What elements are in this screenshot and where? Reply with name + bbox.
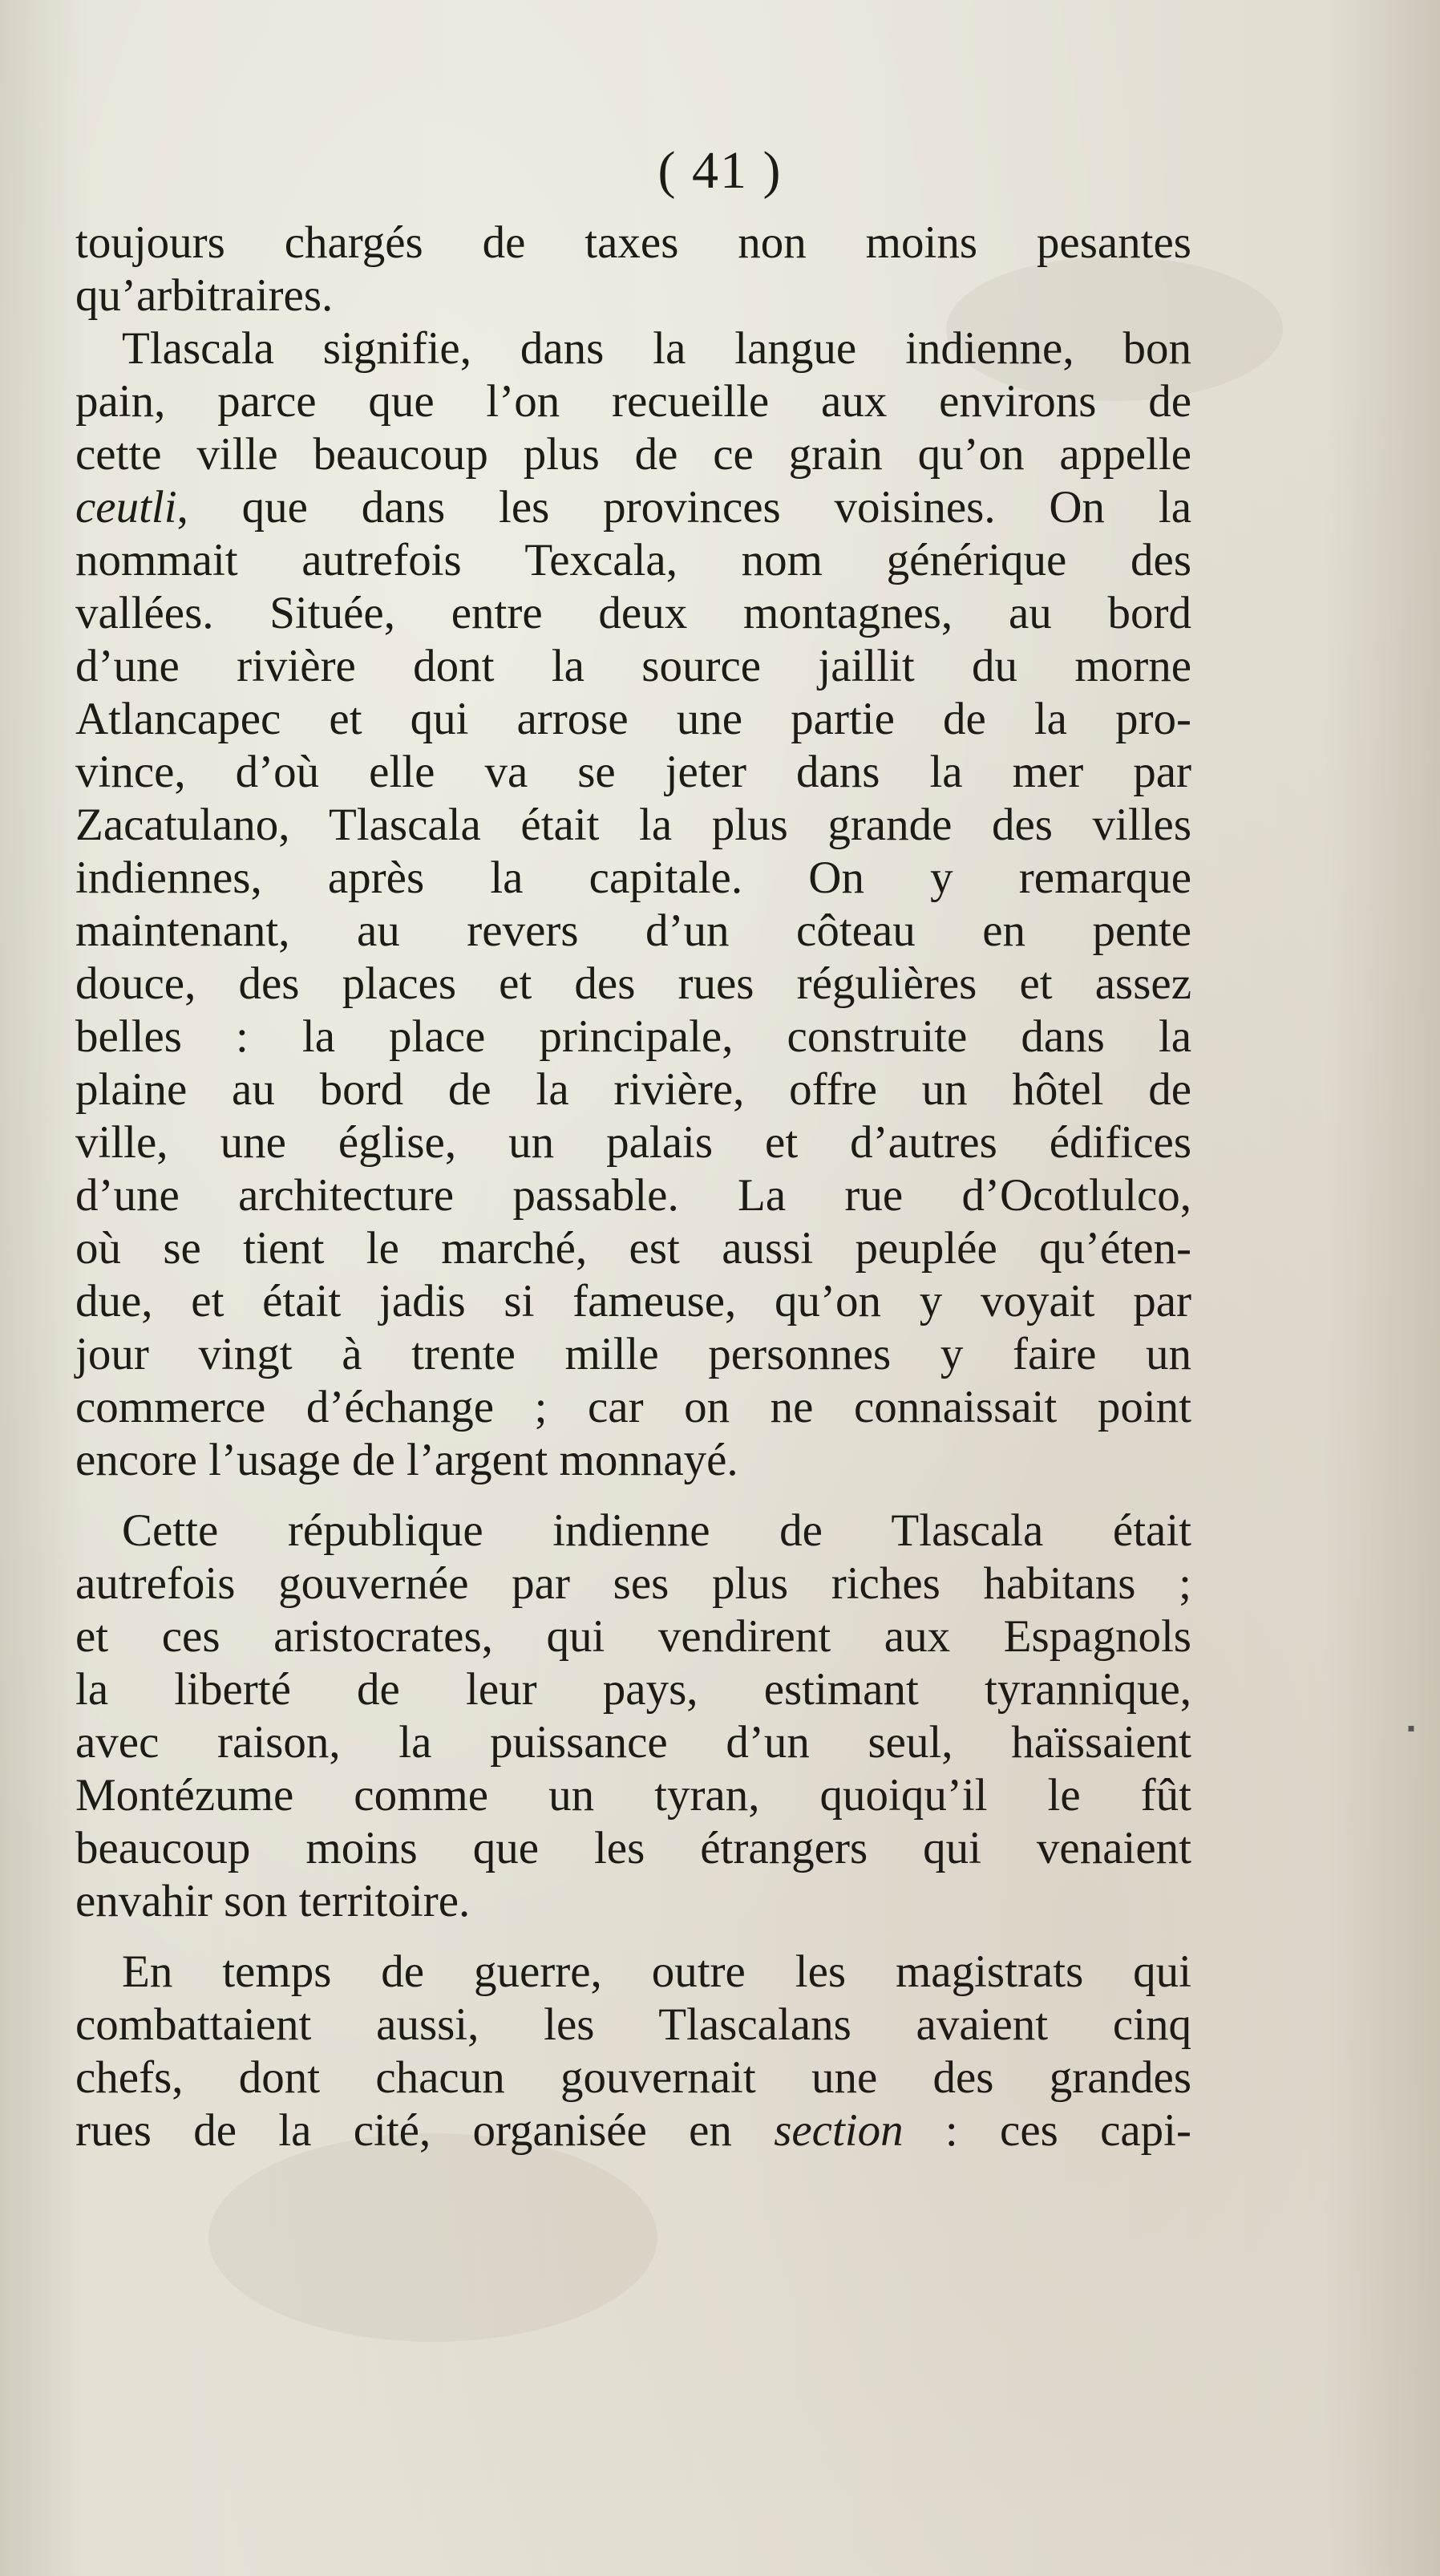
- text-line: jour vingt à trente mille personnes y faire un: [75, 1329, 1191, 1379]
- text-line: maintenant, au revers d’un côteau en pente: [75, 905, 1191, 956]
- text-line: vallées. Située, entre deux montagnes, au bord: [75, 588, 1191, 638]
- text-line: Montézume comme un tyran, quoiqu’il le fût: [75, 1770, 1191, 1821]
- text-line: qu’arbitraires.: [75, 270, 334, 321]
- paragraph-gap: [75, 1928, 1191, 1946]
- text-line: due, et était jadis si fameuse, qu’on y voyait par: [75, 1276, 1191, 1326]
- text-line: encore l’usage de l’argent monnayé.: [75, 1435, 738, 1485]
- text-line: combattaient aussi, les Tlascalans avaient cinq: [75, 1999, 1191, 2050]
- text-line: Cette république indienne de Tlascala était: [122, 1505, 1191, 1556]
- text-line: autrefois gouvernée par ses plus riches habitans ;: [75, 1558, 1191, 1609]
- text-line: avec raison, la puissance d’un seul, haïssaient: [75, 1717, 1191, 1768]
- paragraph-gap: [75, 1487, 1191, 1505]
- text-line: toujours chargés de taxes non moins pesantes: [75, 217, 1191, 268]
- text-line: ceutli, que dans les provinces voisines. On la: [75, 482, 1191, 533]
- paper-stain: [208, 2133, 657, 2342]
- body-text: [75, 217, 1191, 2157]
- text-line: vince, d’où elle va se jeter dans la mer par: [75, 747, 1191, 797]
- page-number: ( 41 ): [657, 141, 783, 200]
- text-line: d’une architecture passable. La rue d’Ocotlulco,: [75, 1170, 1191, 1221]
- text-line: Atlancapec et qui arrose une partie de la pro-: [75, 694, 1191, 744]
- text-line: En temps de guerre, outre les magistrats qui: [122, 1946, 1191, 1997]
- text-line: chefs, dont chacun gouvernait une des grandes: [75, 2052, 1191, 2103]
- text-line: douce, des places et des rues régulières et assez: [75, 958, 1191, 1009]
- text-line: belles : la place principale, construite dans la: [75, 1011, 1191, 1062]
- text-line: et ces aristocrates, qui vendirent aux Espagnols: [75, 1611, 1191, 1662]
- margin-mark: ▪: [1407, 1716, 1415, 1741]
- text-line: plaine au bord de la rivière, offre un hôtel de: [75, 1064, 1191, 1115]
- text-line: Zacatulano, Tlascala était la plus grande des villes: [75, 800, 1191, 850]
- text-line: pain, parce que l’on recueille aux environs de: [75, 376, 1191, 427]
- text-line: Tlascala signifie, dans la langue indienne, bon: [122, 323, 1191, 374]
- text-line: d’une rivière dont la source jaillit du morne: [75, 641, 1191, 691]
- text-line: envahir son territoire.: [75, 1876, 471, 1926]
- text-line: ville, une église, un palais et d’autres édifices: [75, 1117, 1191, 1168]
- text-line: indiennes, après la capitale. On y remarque: [75, 853, 1191, 903]
- text-line: cette ville beaucoup plus de ce grain qu’on appelle: [75, 429, 1191, 480]
- text-line: beaucoup moins que les étrangers qui venaient: [75, 1823, 1191, 1873]
- text-line: commerce d’échange ; car on ne connaissait point: [75, 1382, 1191, 1432]
- text-line: où se tient le marché, est aussi peuplée qu’éten-: [75, 1223, 1191, 1274]
- text-line: la liberté de leur pays, estimant tyrannique,: [75, 1664, 1191, 1715]
- text-line: nommait autrefois Texcala, nom générique des: [75, 535, 1191, 585]
- text-line: rues de la cité, organisée en section : ces capi-: [75, 2105, 1191, 2156]
